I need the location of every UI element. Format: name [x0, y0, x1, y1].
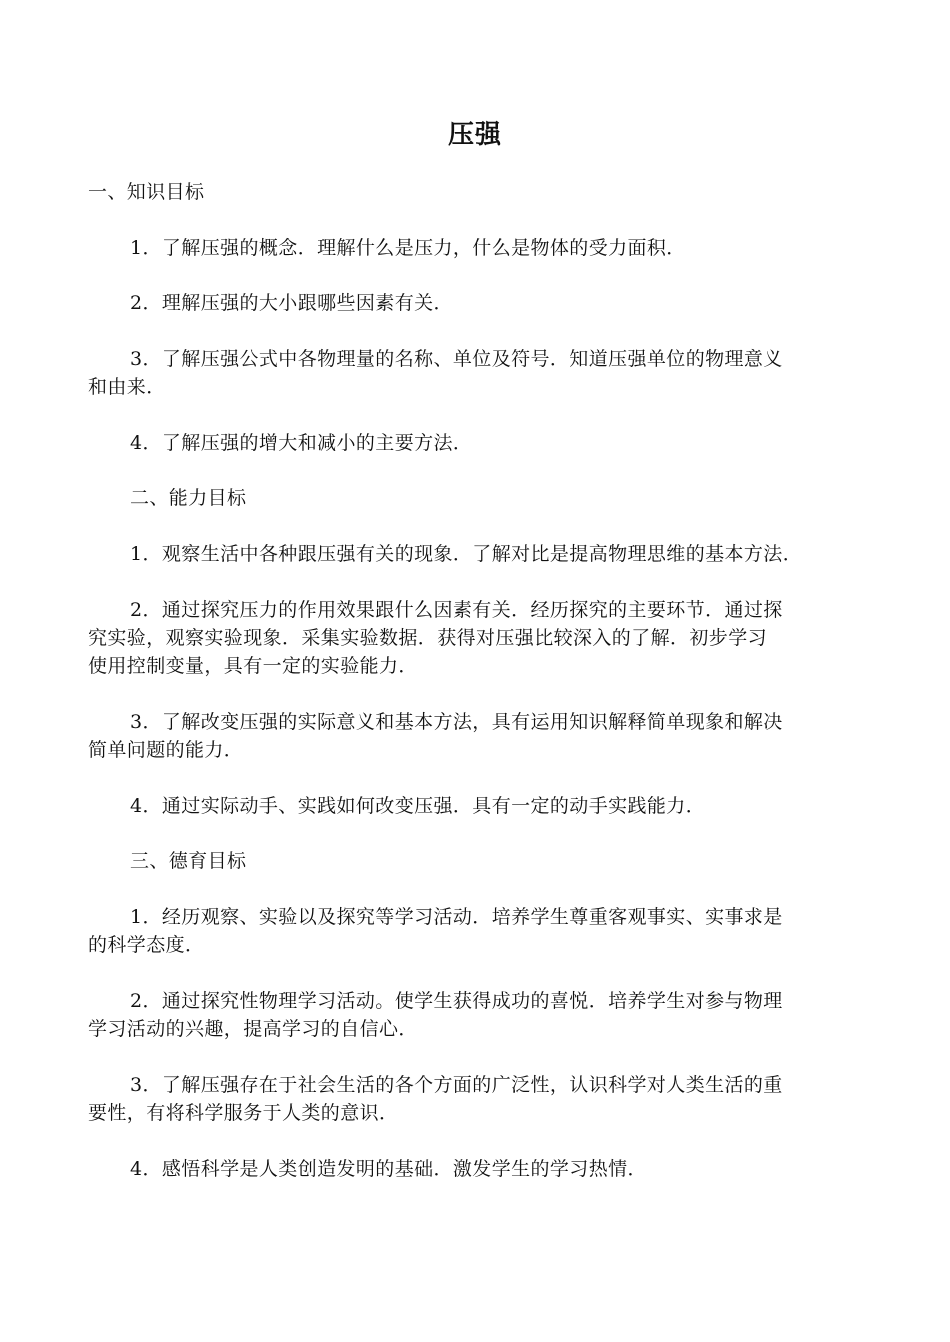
paragraph-line: 3．了解压强存在于社会生活的各个方面的广泛性，认识科学对人类生活的重 [130, 1074, 783, 1096]
paragraph-line: 2．理解压强的大小跟哪些因素有关． [130, 292, 453, 314]
paragraph-line: 3．了解压强公式中各物理量的名称、单位及符号．知道压强单位的物理意义 [130, 348, 783, 370]
paragraph-line: 4．感悟科学是人类创造发明的基础．激发学生的学习热情． [130, 1158, 647, 1180]
section-heading-ability: 二、能力目标 [130, 487, 247, 509]
paragraph-line: 使用控制变量，具有一定的实验能力． [88, 655, 418, 677]
paragraph-line: 1．了解压强的概念．理解什么是压力，什么是物体的受力面积． [130, 237, 686, 259]
paragraph-line: 要性，有将科学服务于人类的意识． [88, 1102, 399, 1124]
section-heading-moral: 三、德育目标 [130, 850, 247, 872]
paragraph-line: 1．观察生活中各种跟压强有关的现象．了解对比是提高物理思维的基本方法． [130, 543, 803, 565]
paragraph-line: 学习活动的兴趣，提高学习的自信心． [88, 1018, 418, 1040]
paragraph-line: 4．了解压强的增大和减小的主要方法． [130, 432, 473, 454]
paragraph-line: 和由来． [88, 376, 166, 398]
paragraph-line: 究实验，观察实验现象．采集实验数据．获得对压强比较深入的了解．初步学习 [88, 627, 768, 649]
paragraph-line: 简单问题的能力． [88, 739, 244, 761]
paragraph-line: 2．通过探究性物理学习活动。使学生获得成功的喜悦．培养学生对参与物理 [130, 990, 783, 1012]
paragraph-line: 的科学态度． [88, 934, 205, 956]
paragraph-line: 3．了解改变压强的实际意义和基本方法，具有运用知识解释简单现象和解决 [130, 711, 783, 733]
paragraph-line: 1．经历观察、实验以及探究等学习活动．培养学生尊重客观事实、实事求是 [130, 906, 783, 928]
paragraph-line: 2．通过探究压力的作用效果跟什么因素有关．经历探究的主要环节．通过探 [130, 599, 783, 621]
page-title: 压强 [447, 120, 502, 150]
paragraph-line: 4．通过实际动手、实践如何改变压强．具有一定的动手实践能力． [130, 795, 706, 817]
section-heading-knowledge: 一、知识目标 [88, 181, 205, 203]
